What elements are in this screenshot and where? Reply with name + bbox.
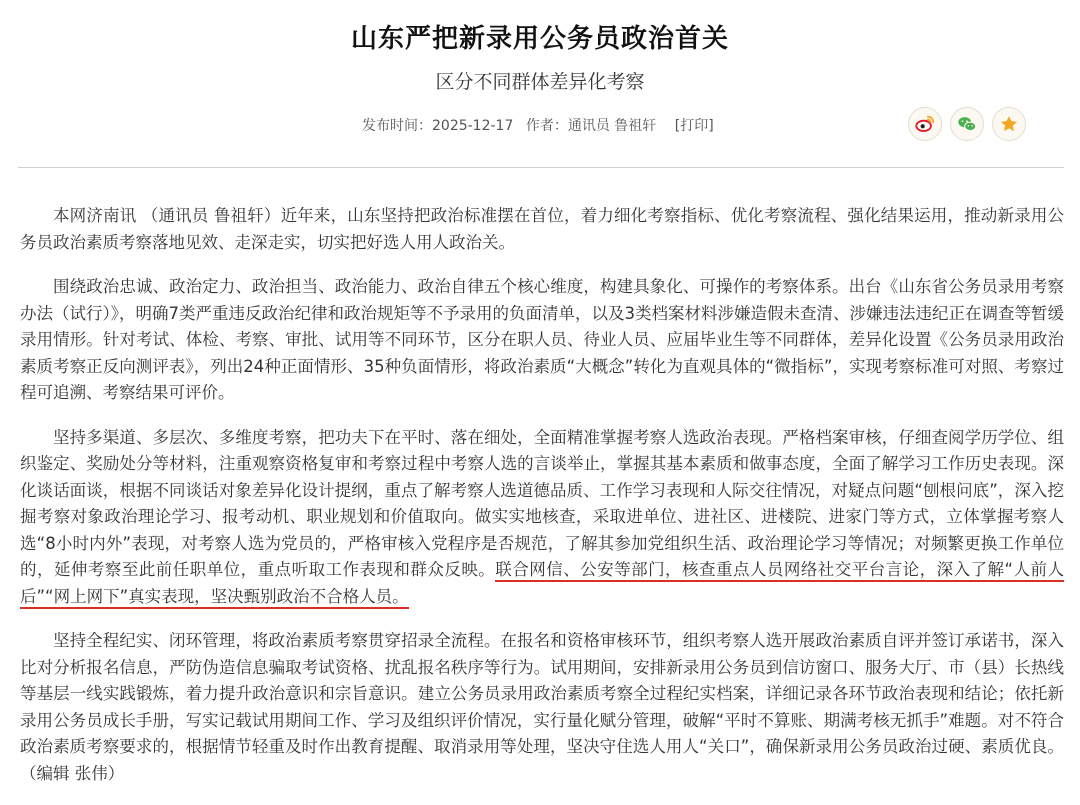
- paragraph-1: 本网济南讯 （通讯员 鲁祖轩）近年来，山东坚持把政治标准摆在首位，着力细化考察指标、优化考察流程、强化结果运用，推动新录用公务员政治素质考察落地见效、走深走实，切实把好选人用人政治关。: [20, 206, 1064, 252]
- weibo-icon: [914, 113, 936, 135]
- print-link[interactable]: [打印]: [674, 118, 714, 134]
- paragraph-3: [20, 425, 1064, 611]
- highlighted-text: 联合网信、公安等部门，核查重点人员网络社交平台言论，深入了解“人前人后”“网上网下”真实表现，坚决甄别政治不合格人员。: [20, 560, 1064, 609]
- share-wechat-button[interactable]: [950, 107, 984, 141]
- publish-date: 发布时间：2025-12-17: [362, 118, 514, 134]
- paragraph-3-text: 坚持多渠道、多层次、多维度考察，把功夫下在平时、落在细处，全面精准掌握考察人选政治表现。严格档案审核，仔细查阅学历学位、组织鉴定、奖励处分等材料，注重观察资格复审和考察过程中考察人选的言谈举止，掌握其基本素质和做事态度，全面了解学习工作历史表现。深化谈话面谈，根据不同谈话对象差异化设计提纲，重点了解考察人选道德品质、工作学习表现和人际交往情况，对疑点问题“刨根问底”，深入挖掘考察对象政治理论学习、报考动机、职业规划和价值取向。做实实地核查，采取进单位、进社区、进楼院、进家门等方式，立体掌握考察人选“8小时内外”表现，对考察人选为党员的，严格审核入党程序是否规范，了解其参加党组织生活、政治理论学习等情况；对频繁更换工作单位的，延伸考察至此前任职单位，重点听取工作表现和群众反映。: [20, 427, 1064, 579]
- star-icon: [999, 114, 1019, 134]
- author: 作者：通讯员 鲁祖轩: [525, 118, 657, 134]
- header-divider: [18, 167, 1064, 168]
- wechat-icon: [956, 113, 978, 135]
- paragraph-2: 围绕政治忠诚、政治定力、政治担当、政治能力、政治自律五个核心维度，构建具象化、可操作的考察体系。出台《山东省公务员录用考察办法（试行）》，明确7类严重违反政治纪律和政治规矩等不予录用的负面清单，以及3类档案材料涉嫌造假未查清、涉嫌违法违纪正在调查等暂缓录用情形。针对考试、体检、考察、审批、试用等不同环节，区分在职人员、待业人员、应届毕业生等不同群体，差异化设置《公务员录用政治素质考察正反向测评表》，列出24种正面情形、35种负面情形，将政治素质“大概念”转化为直观具体的“微指标”，实现考察标准可对照、考察过程可追溯、考察结果可评价。: [20, 277, 1064, 402]
- paragraph-4: 坚持全程纪实、闭环管理，将政治素质考察贯穿招录全流程。在报名和资格审核环节，组织考察人选开展政治素质自评并签订承诺书，深入比对分析报名信息，严防伪造信息骗取考试资格、扰乱报名秩序等行为。试用期间，安排新录用公务员到信访窗口、服务大厅、市（县）长热线等基层一线实践锻炼，着力提升政治意识和宗旨意识。建立公务员录用政治素质考察全过程纪实档案，详细记录各环节政治表现和结论；依托新录用公务员成长手册，写实记载试用期间工作、学习及组织评价情况，实行量化赋分管理，破解“平时不算账、期满考核无抓手”难题。对不符合政治素质考察要求的，根据情节轻重及时作出教育提醒、取消录用等处理，坚决守住选人用人“关口”，确保新录用公务员政治过硬、素质优良。（编辑 张伟）: [20, 631, 1064, 783]
- favorite-button[interactable]: [992, 107, 1026, 141]
- share-bar: [908, 107, 1026, 141]
- article-title: 山东严把新录用公务员政治首关: [350, 24, 729, 54]
- article-meta: [362, 115, 722, 135]
- share-weibo-button[interactable]: [908, 107, 942, 141]
- article-body: [20, 203, 1064, 805]
- article-subtitle: 区分不同群体差异化考察: [435, 71, 645, 93]
